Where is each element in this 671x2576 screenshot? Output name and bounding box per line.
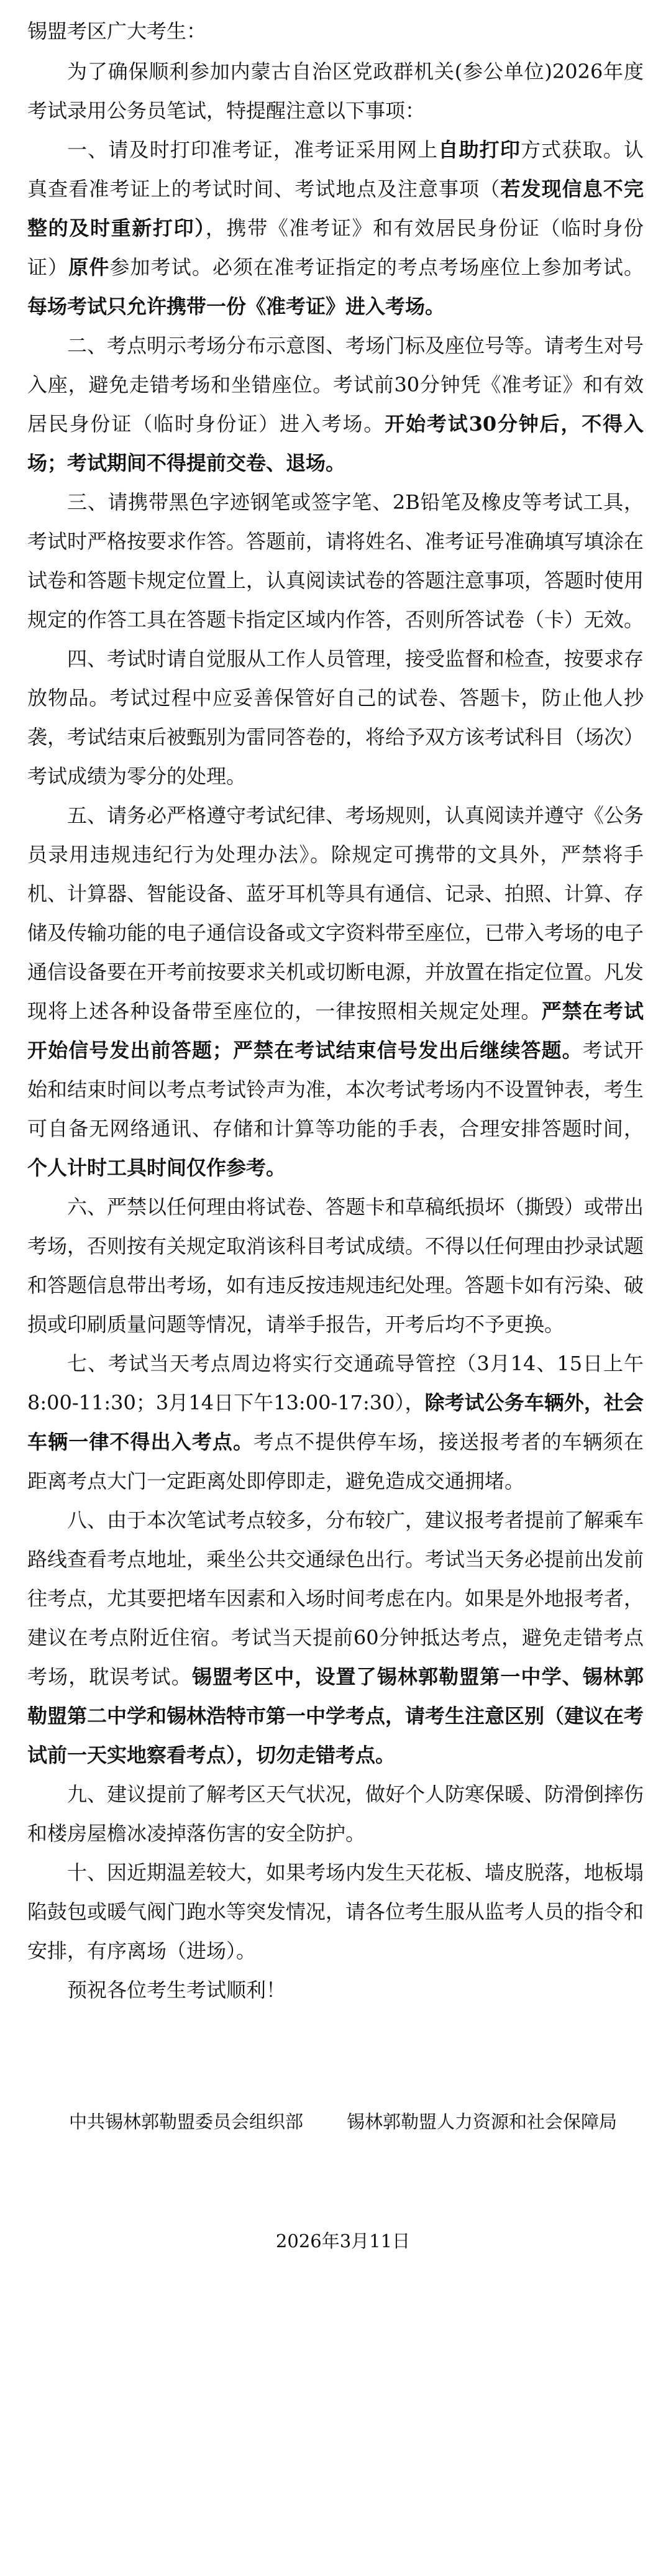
notice-paragraph (27, 1971, 644, 2010)
paragraph-text: 四、考试时请自觉服从工作人员管理，接受监督和检查，按要求存放物品。考试过程中应妥善保管好自己的试卷、答题卡，防止他人抄袭，考试结束后被甄别为雷同答卷的，将给予双方该考试科目（场次）考试成绩为零分的处理。 (27, 647, 644, 788)
emphasis-text: 锡盟考区中，设置了锡林郭勒盟第一中学、锡林郭勒盟第二中学和锡林浩特市第一中学考点，请考生注意区别（建议在考试前一天实地察看考点），切勿走错考点。 (27, 1665, 644, 1767)
emphasis-text: 若发现信息不完整的及时重新打印） (27, 177, 644, 240)
emphasis-text: 严禁在考试开始信号发出前答题；严禁在考试结束信号发出后继续答题。 (27, 999, 644, 1062)
emphasis-text: 自助打印 (438, 138, 521, 162)
paragraph-text: 为了确保顺利参加内蒙古自治区党政群机关(参公单位)2026年度考试录用公务员笔试，特提醒注意以下事项： (27, 60, 644, 122)
notice-paragraph (27, 1501, 644, 1775)
notice-paragraph (27, 131, 644, 326)
paragraph-text: 二、考点明示考场分布示意图、考场门标及座位号等。请考生对号入座，避免走错考场和坐错座位。考试前30分钟凭《准考证》和有效居民身份证（临时身份证）进入考场。 (27, 334, 644, 436)
notice-paragraph (27, 1775, 644, 1853)
notice-paragraph (27, 639, 644, 796)
notice-paragraph (27, 1853, 644, 1971)
emphasis-text: 原件 (68, 255, 110, 279)
signature-org-department: 中共锡林郭勒盟委员会组织部 (68, 2111, 303, 2132)
signature-block (27, 2109, 644, 2134)
notice-paragraph (27, 796, 644, 1188)
notice-paragraph (27, 52, 644, 131)
paragraph-text: 三、请携带黑色字迹钢笔或签字笔、2B铅笔及橡皮等考试工具，考试时严格按要求作答。答题前，请将姓名、准考证号准确填写填涂在试卷和答题卡规定位置上，认真阅读试卷的答题注意事项，答题时使用规定的作答工具在答题卡指定区域内作答，否则所答试卷（卡）无效。 (27, 490, 644, 631)
paragraph-text: 一、请及时打印准考证，准考证采用网上 (67, 138, 439, 162)
paragraph-text: 九、建议提前了解考区天气状况，做好个人防寒保暖、防滑倒摔伤和楼房屋檐冰凌掉落伤害的安全防护。 (27, 1782, 644, 1845)
spacer (27, 2010, 644, 2109)
paragraph-text: ，携带《准考证》和有效居民身份证（临时身份证） (27, 216, 644, 279)
issue-date: 2026年3月11日 (275, 2230, 411, 2252)
paragraph-text: 十、因近期温差较大，如果考场内发生天花板、墙皮脱落，地板塌陷鼓包或暖气阀门跑水等突发情况，请各位考生服从监考人员的指令和安排，有序离场（进场）。 (27, 1861, 644, 1963)
paragraph-text: 参加考试。必须在准考证指定的考点考场座位上参加考试。 (109, 255, 644, 279)
greeting: 锡盟考区广大考生： (27, 19, 207, 43)
paragraph-text: 考点不提供停车场，接送报考者的车辆须在距离考点大门一定距离处即停即走，避免造成交通拥堵。 (27, 1430, 644, 1493)
paragraph-text: 五、请务必严格遵守考试纪律、考场规则，认真阅读并遵守《公务员录用违规违纪行为处理办法》。除规定可携带的文具外，严禁将手机、计算器、智能设备、蓝牙耳机等具有通信、记录、拍照、计算、存储及传输功能的电子通信设备或文字资料带至座位，已带入考场的电子通信设备要在开考前按要求关机或切断电源，并放置在指定位置。凡发现将上述各种设备带至座位的，一律按照相关规定处理。 (27, 804, 644, 1023)
emphasis-text: 除考试公务车辆外，社会车辆一律不得出入考点。 (27, 1391, 644, 1454)
emphasis-text: 每场考试只允许携带一份《准考证》进入考场。 (27, 295, 445, 318)
notice-paragraph (27, 326, 644, 483)
paragraph-text: 七、考试当天考点周边将实行交通疏导管控（3月14、15日上午8:00-11:30；3月14日下午13:00-17:30）， (27, 1352, 644, 1414)
paragraph-text: 六、严禁以任何理由将试卷、答题卡和草稿纸损坏（撕毁）或带出考场，否则按有关规定取消该科目考试成绩。不得以任何理由抄录试题和答题信息带出考场，如有违反按违规违纪处理。答题卡如有污染、破损或印刷质量问题等情况，请举手报告，开考后均不予更换。 (27, 1195, 644, 1336)
paragraph-text: 八、由于本次笔试考点较多，分布较广，建议报考者提前了解乘车路线查看考点地址，乘坐公共交通绿色出行。考试当天务必提前出发前往考点，尤其要把堵车因素和入场时间考虑在内。如果是外地报考者，建议在考点附近住宿。考试当天提前60分钟抵达考点，避免走错考点考场，耽误考试。 (27, 1508, 644, 1689)
emphasis-text: 开始考试30分钟后，不得入场；考试期间不得提前交卷、退场。 (27, 412, 644, 475)
notice-paragraph (27, 1188, 644, 1344)
signature-hr-bureau: 锡林郭勒盟人力资源和社会保障局 (347, 2111, 618, 2132)
emphasis-text: 个人计时工具时间仅作参考。 (27, 1156, 286, 1180)
notice-paragraph (27, 483, 644, 639)
notice-paragraph (27, 1344, 644, 1501)
paragraph-text: 方式获取。认真查看准考证上的考试时间、考试地点及注意事项（ (27, 138, 644, 201)
paragraph-text: 预祝各位考生考试顺利！ (67, 1978, 286, 2002)
notice-body (27, 52, 644, 2010)
paragraph-text: 考试开始和结束时间以考点考试铃声为准，本次考试考场内不设置钟表，考生可自备无网络通讯、存储和计算等功能的手表，合理安排答题时间， (27, 1038, 644, 1140)
